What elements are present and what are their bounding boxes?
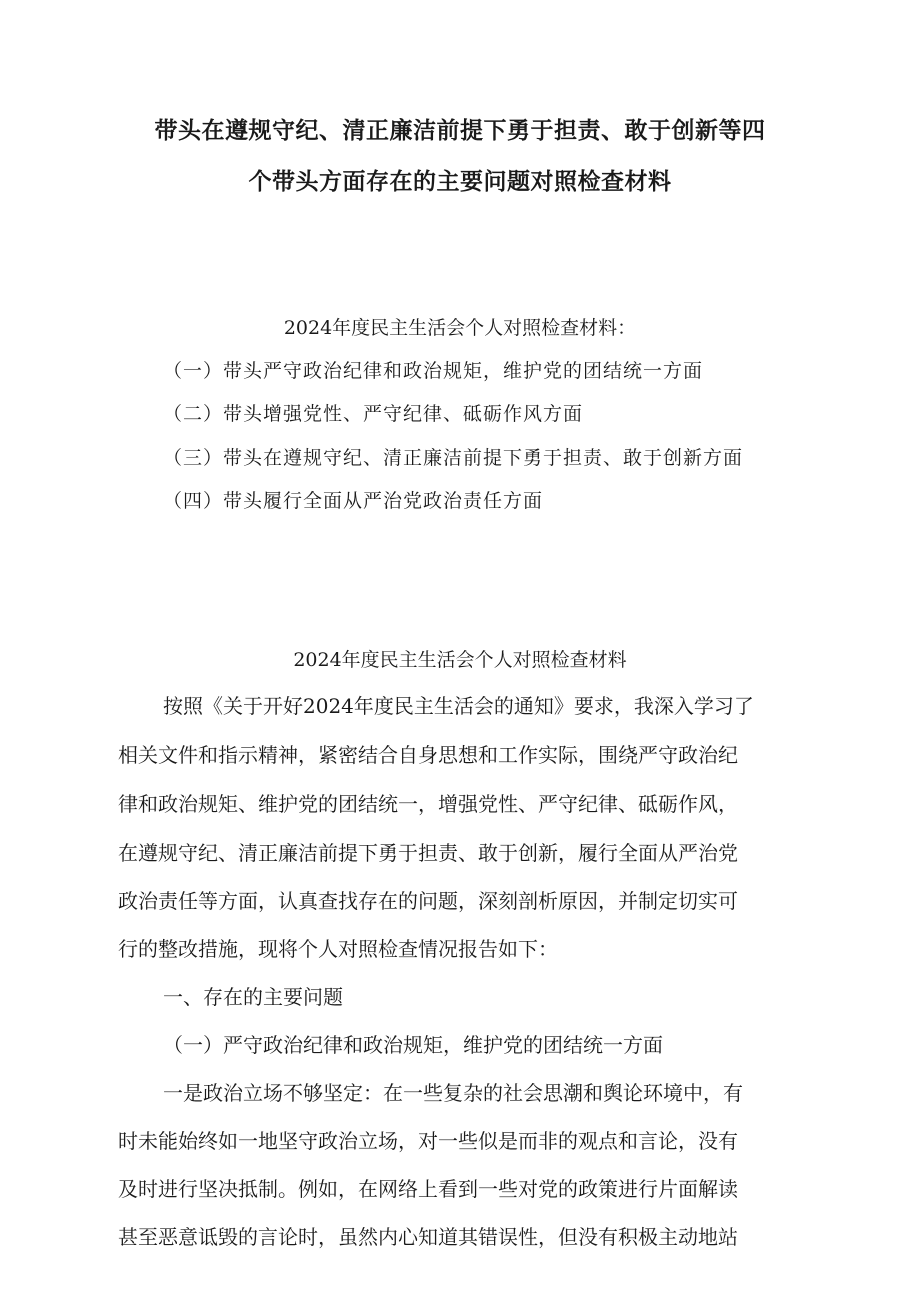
body-line: 在遵规守纪、清正廉洁前提下勇于担责、敢于创新，履行全面从严治党 bbox=[118, 841, 738, 865]
toc-item-4: （四）带头履行全面从严治党政治责任方面 bbox=[163, 490, 544, 512]
toc-heading: 2024年度民主生活会个人对照检查材料： bbox=[283, 317, 637, 339]
body-line: 时未能始终如一地坚守政治立场，对一些似是而非的观点和言论，没有 bbox=[118, 1129, 738, 1153]
body-line: 行的整改措施，现将个人对照检查情况报告如下： bbox=[118, 937, 558, 961]
toc-item-2: （二）带头增强党性、严守纪律、砥砺作风方面 bbox=[163, 403, 584, 425]
toc-item-1: （一）带头严守政治纪律和政治规矩，维护党的团结统一方面 bbox=[163, 360, 704, 382]
document-title-line-1: 带头在遵规守纪、清正廉洁前提下勇于担责、敢于创新等四 bbox=[154, 118, 766, 144]
body-line: 政治责任等方面，认真查找存在的问题，深刻剖析原因，并制定切实可 bbox=[118, 889, 738, 913]
body-line: 一是政治立场不够坚定：在一些复杂的社会思潮和舆论环境中，有 bbox=[163, 1081, 743, 1105]
subheading-main-problems: 一、存在的主要问题 bbox=[163, 985, 343, 1009]
document-title-line-2: 个带头方面存在的主要问题对照检查材料 bbox=[248, 169, 672, 195]
subheading-item-1: （一）严守政治纪律和政治规矩，维护党的团结统一方面 bbox=[163, 1033, 663, 1057]
body-line: 甚至恶意诋毁的言论时，虽然内心知道其错误性，但没有积极主动地站 bbox=[118, 1225, 738, 1249]
body-line: 相关文件和指示精神，紧密结合自身思想和工作实际，围绕严守政治纪 bbox=[118, 743, 738, 767]
body-line: 及时进行坚决抵制。例如，在网络上看到一些对党的政策进行片面解读 bbox=[118, 1177, 738, 1201]
toc-item-3: （三）带头在遵规守纪、清正廉洁前提下勇于担责、敢于创新方面 bbox=[163, 447, 744, 469]
body-line: 律和政治规矩、维护党的团结统一，增强党性、严守纪律、砥砺作风， bbox=[118, 792, 738, 816]
body-line: 按照《关于开好2024年度民主生活会的通知》要求，我深入学习了 bbox=[163, 694, 754, 718]
section-heading: 2024年度民主生活会个人对照检查材料 bbox=[293, 649, 627, 671]
